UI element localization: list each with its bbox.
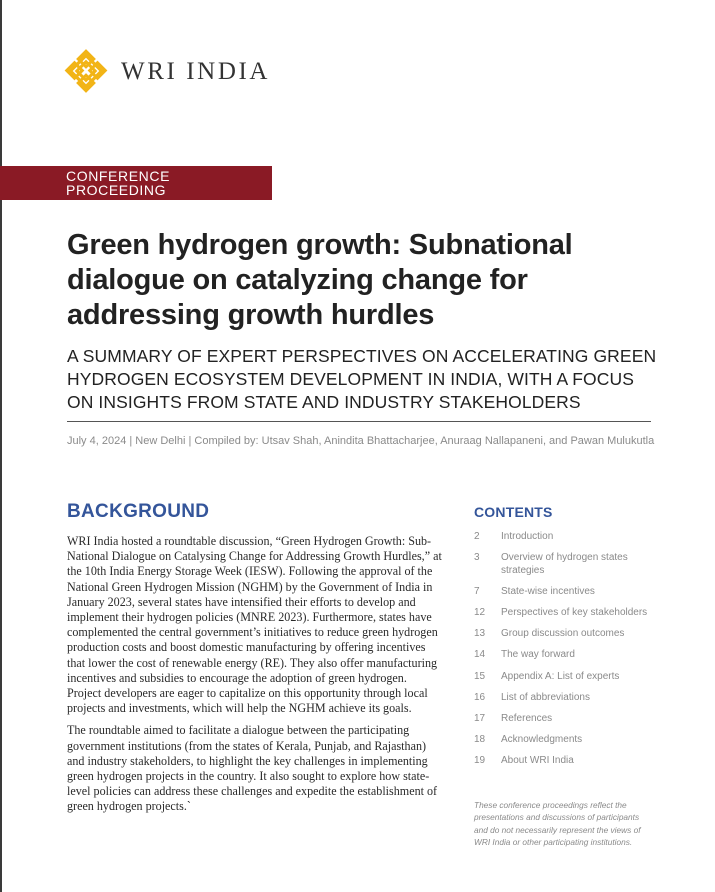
page-subtitle: A SUMMARY OF EXPERT PERSPECTIVES ON ACCELERATING GREEN HYDROGEN ECOSYSTEM DEVELOPMENT IN INDIA, WITH A FOCUS ON INSIGHTS FROM STATE AND INDUSTRY STAKEHOLDERS xyxy=(67,346,657,412)
toc-label: Overview of hydrogen states strategies xyxy=(501,552,628,577)
page-title: Green hydrogen growth: Subnational dialogue on catalyzing change for addressing growth hurdles xyxy=(67,229,573,331)
toc-page-number: 13 xyxy=(474,628,486,640)
toc-item[interactable] xyxy=(474,606,654,619)
toc-page-number: 16 xyxy=(474,691,486,703)
toc-label: Group discussion outcomes xyxy=(501,628,625,640)
toc-page-number: 19 xyxy=(474,754,486,766)
background-body xyxy=(67,534,443,822)
byline: July 4, 2024 | New Delhi | Compiled by: Utsav Shah, Anindita Bhattacharjee, Anuraag Nallapaneni, and Pawan Mulukutla xyxy=(67,435,655,447)
toc-label: List of abbreviations xyxy=(501,691,590,703)
brand-name: WRI INDIA xyxy=(121,57,271,85)
toc-item[interactable] xyxy=(474,670,654,683)
toc-page-number: 15 xyxy=(474,670,486,682)
wri-lattice-logo-icon xyxy=(64,49,108,93)
toc-item[interactable] xyxy=(474,733,654,746)
toc-label: The way forward xyxy=(501,649,575,661)
toc-page-number: 17 xyxy=(474,712,486,724)
wri-india-logo xyxy=(64,49,270,93)
toc-item[interactable] xyxy=(474,585,654,598)
background-paragraph: WRI India hosted a roundtable discussion, “Green Hydrogen Growth: Sub-National Dialogue on Catalysing Change for Addressing Growth Hurdles,” at the 10th India Energy Storage Week (IESW). Following the approval of the National Green Hydrogen Mission (NGHM) by the Government of India in January 2023, several states have intensified their efforts to develop and implement their hydrogen policies (MNRE 2023). Furthermore, states have complemented the central government’s initiatives to reduce green hydrogen production costs and boost domestic manufacturing by offering incentives that lower the cost of renewable energy (RE). They also offer manufacturing incentives and subsidies to encourage the adoption of green hydrogen. Project developers are eager to capitalize on this opportunity through local projects and investments, which will help the NGHM achieve its goals. xyxy=(67,534,442,716)
toc-item[interactable] xyxy=(474,691,654,704)
contents-heading: CONTENTS xyxy=(474,504,553,520)
toc-label: Appendix A: List of experts xyxy=(501,670,620,682)
background-heading: BACKGROUND xyxy=(67,501,210,522)
toc-item[interactable] xyxy=(474,754,654,767)
toc-label: References xyxy=(501,712,553,724)
toc-item[interactable] xyxy=(474,648,654,661)
page-left-edge-rule xyxy=(0,0,2,892)
toc-page-number: 3 xyxy=(474,552,480,564)
toc-item[interactable] xyxy=(474,712,654,725)
toc-item[interactable] xyxy=(474,530,654,543)
toc-page-number: 2 xyxy=(474,531,480,542)
toc-label: About WRI India xyxy=(501,754,574,766)
toc-item[interactable] xyxy=(474,627,654,640)
toc-label: Perspectives of key stakeholders xyxy=(501,607,648,619)
banner-label: CONFERENCE PROCEEDING xyxy=(66,168,171,198)
toc-item[interactable] xyxy=(474,551,654,577)
toc-page-number: 12 xyxy=(474,607,486,619)
title-divider xyxy=(67,421,651,422)
toc-label: State-wise incentives xyxy=(501,586,595,598)
toc-page-number: 7 xyxy=(474,586,480,598)
toc-label: Introduction xyxy=(501,531,554,542)
disclaimer-note: These conference proceedings reflect the presentations and discussions of participants and do not necessarily represent the views of WRI India or other participating institutions. xyxy=(474,800,641,847)
conference-proceeding-banner xyxy=(0,166,272,200)
toc-page-number: 14 xyxy=(474,649,486,661)
toc-label: Acknowledgments xyxy=(501,733,583,745)
table-of-contents xyxy=(474,530,654,775)
background-paragraph: The roundtable aimed to facilitate a dialogue between the participating government institutions (from the states of Kerala, Punjab, and Rajasthan) and industry stakeholders, to highlight the key challenges in implementing green hydrogen projects in the country. It also sought to explore how state-level policies can address these challenges and expedite the establishment of green hydrogen projects.` xyxy=(67,723,438,814)
toc-page-number: 18 xyxy=(474,733,486,745)
